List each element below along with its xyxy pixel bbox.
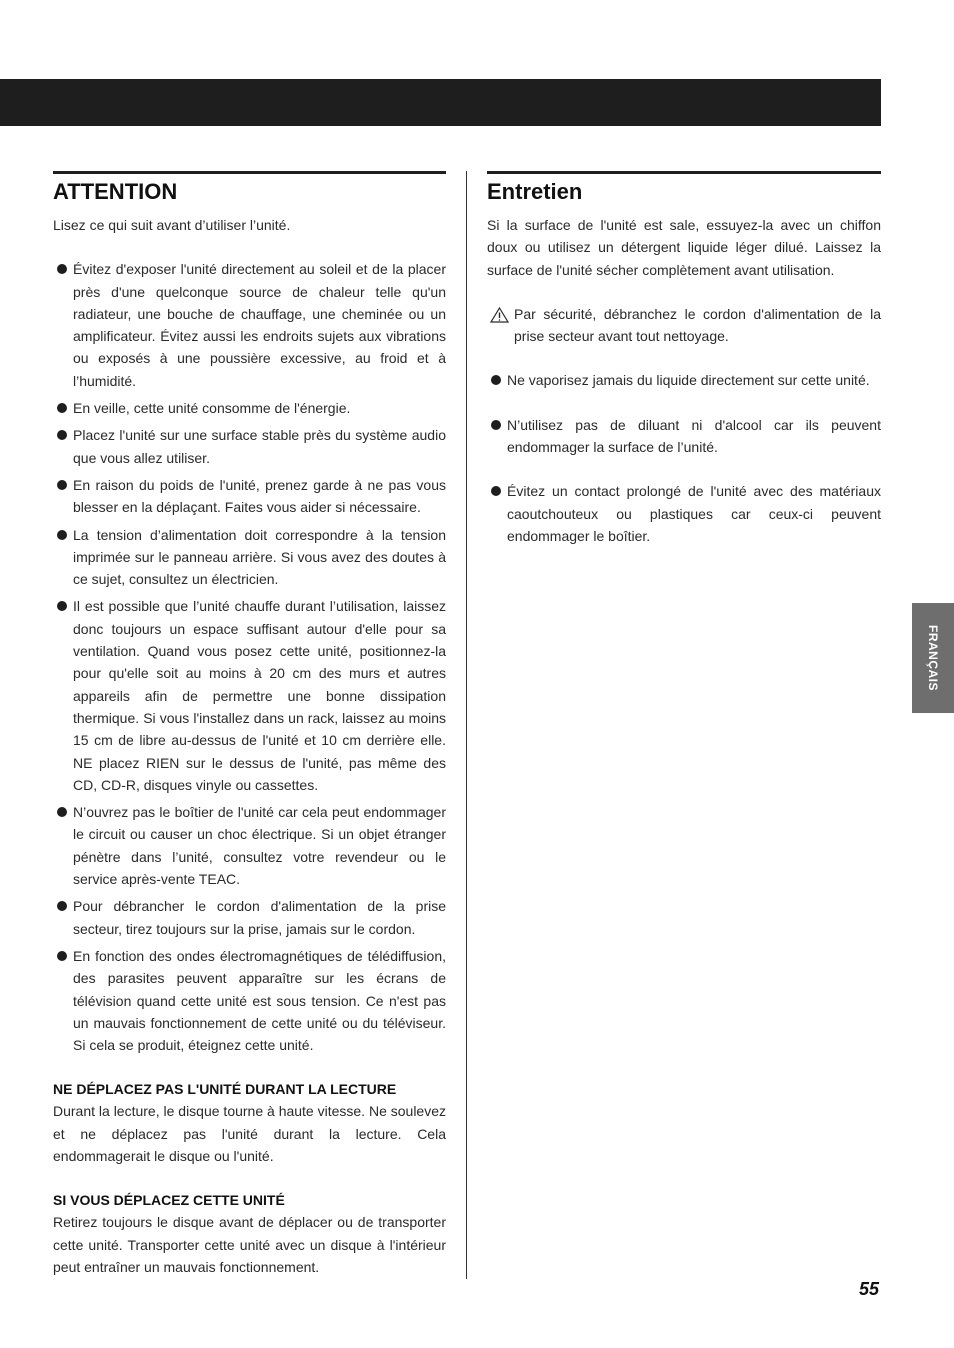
list-item: Évitez d'exposer l'unité directement au soleil et de la placer près d'une quelconque source de chaleur telle qu'un radiateur, une bouche de chauffage, une cheminée ou un amplificateur. Évitez aussi les endroits sujets aux vibrations ou exposés à une poussière excessive, au froid et à l’humidité. <box>53 258 446 392</box>
language-tab <box>912 603 954 713</box>
attention-column <box>53 171 446 1278</box>
no-move-heading: NE DÉPLACEZ PAS L'UNITÉ DURANT LA LECTURE <box>53 1081 397 1098</box>
list-item: Pour débrancher le cordon d'alimentation de la prise secteur, tirez toujours sur la prise, jamais sur le cordon. <box>53 895 446 940</box>
list-item: En fonction des ondes électromagnétiques de télédiffusion, des parasites peuvent apparaître sur les écrans de télévision quand cette unité est sous tension. Ce n'est pas un mauvais fonctionnement de cette unité ou du téléviseur. Si cela se produit, éteignez cette unité. <box>53 945 446 1056</box>
warning-triangle-icon <box>490 307 509 323</box>
attention-intro: Lisez ce qui suit avant d’utiliser l’unité. <box>53 217 291 233</box>
section-rule <box>487 171 881 174</box>
language-tab-label: FRANÇAIS <box>926 625 941 691</box>
list-item: La tension d’alimentation doit correspondre à la tension imprimée sur le panneau arrière. Si vous avez des doutes à ce sujet, consultez un électricien. <box>53 524 446 591</box>
section-rule <box>53 171 446 174</box>
maintenance-title: Entretien <box>487 179 583 204</box>
page-number: 55 <box>858 1279 879 1299</box>
attention-title: ATTENTION <box>53 179 178 204</box>
list-item: N’ouvrez pas le boîtier de l'unité car cela peut endommager le circuit ou causer un choc électrique. Si un objet étranger pénètre dans l’unité, consultez votre revendeur ou le service après-vente TEAC. <box>53 801 446 890</box>
list-item: En veille, cette unité consomme de l'énergie. <box>53 397 446 419</box>
column-divider <box>466 171 467 1279</box>
attention-list <box>53 258 446 1056</box>
list-item: Ne vaporisez jamais du liquide directement sur cette unité. <box>487 369 881 391</box>
list-item: Il est possible que l’unité chauffe durant l’utilisation, laissez donc toujours un espace suffisant autour d'elle pour sa ventilation. Quand vous posez cette unité, positionnez-la pour qu'elle soit au moins à 20 cm des murs et autres appareils afin de permettre une bonne dissipation thermique. Si vous l'installez dans un rack, laissez au moins 15 cm de libre au-dessus de l'unité et 10 cm derrière elle. NE placez RIEN sur le dessus de l'unité, pas même des CD, CD-R, disques vinyle ou cassettes. <box>53 595 446 796</box>
safety-warning <box>487 303 881 348</box>
header-band <box>0 79 881 126</box>
list-item: En raison du poids de l'unité, prenez garde à ne pas vous blesser en la déplaçant. Faites vous aider si nécessaire. <box>53 474 446 519</box>
list-item: N’utilisez pas de diluant ni d'alcool car ils peuvent endommager la surface de l’unité. <box>487 414 881 459</box>
moving-heading: SI VOUS DÉPLACEZ CETTE UNITÉ <box>53 1192 285 1209</box>
moving-text: Retirez toujours le disque avant de déplacer ou de transporter cette unité. Transporter cette unité avec un disque à l'intérieur peut entraîner un mauvais fonctionnement. <box>53 1214 446 1275</box>
list-item: Évitez un contact prolongé de l'unité avec des matériaux caoutchouteux ou plastiques car ceux-ci peuvent endommager le boîtier. <box>487 480 881 547</box>
list-item: Placez l'unité sur une surface stable près du système audio que vous allez utiliser. <box>53 424 446 469</box>
maintenance-list <box>487 369 881 547</box>
maintenance-intro: Si la surface de l'unité est sale, essuyez-la avec un chiffon doux ou utilisez un détergent liquide léger dilué. Laissez la surface de l'unité sécher complètement avant utilisation. <box>487 217 881 278</box>
warning-text: Par sécurité, débranchez le cordon d'alimentation de la prise secteur avant tout nettoyage. <box>514 305 881 345</box>
no-move-text: Durant la lecture, le disque tourne à haute vitesse. Ne soulevez et ne déplacez pas l'unité durant la lecture. Cela endommagerait le disque ou l'unité. <box>53 1103 447 1164</box>
maintenance-column <box>487 171 881 569</box>
